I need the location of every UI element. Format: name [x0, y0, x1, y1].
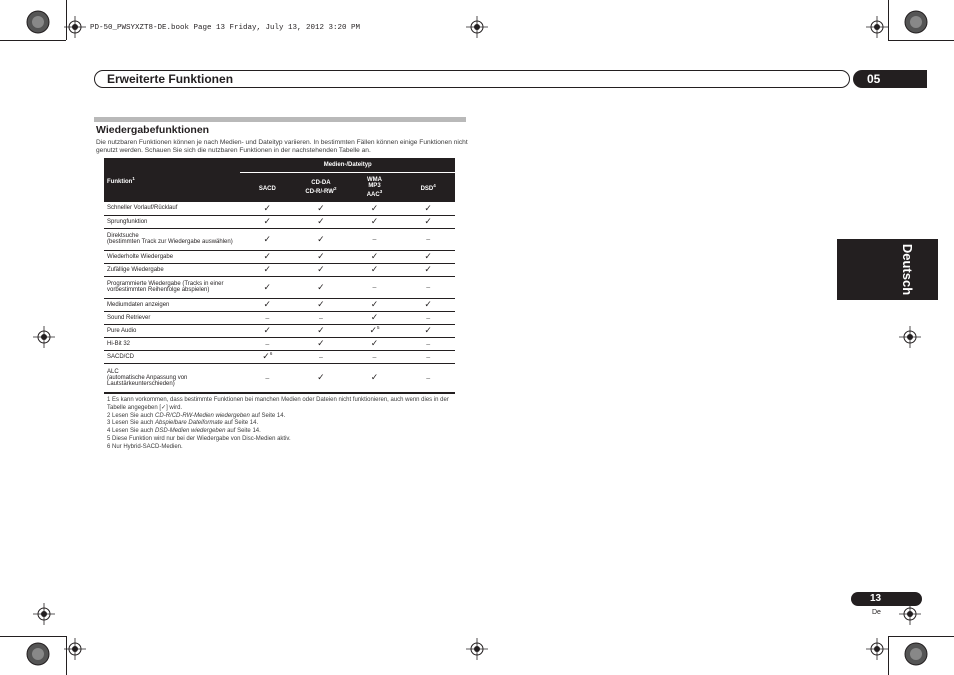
checkmark-icon: ✓ — [263, 264, 272, 274]
footnote: 6 Nur Hybrid-SACD-Medien. — [107, 443, 183, 450]
not-supported-dash: – — [426, 315, 431, 323]
crosshair-mark-icon — [899, 603, 921, 625]
checkmark-icon: ✓ — [370, 216, 379, 226]
checkmark-icon: ✓ — [424, 251, 432, 261]
not-supported-dash: – — [265, 341, 270, 349]
not-supported-dash: – — [265, 315, 270, 323]
feature-name: Schneller Vorlauf/Rücklauf — [107, 205, 178, 212]
not-supported-dash: – — [426, 375, 431, 383]
crosshair-mark-icon — [866, 16, 888, 38]
table-row — [104, 337, 455, 350]
crosshair-mark-icon — [64, 16, 86, 38]
checkmark-icon: ✓ — [370, 264, 379, 274]
checkmark-icon: ✓ — [370, 312, 379, 322]
function-header: Funktion$^1$ — [104, 158, 240, 202]
feature-table — [104, 158, 455, 394]
page-heading: Wiedergabefunktionen — [96, 124, 210, 136]
not-supported-dash: – — [426, 341, 431, 349]
checkmark-icon: ✓ — [317, 338, 325, 348]
checkmark-icon: ✓ — [263, 325, 272, 335]
crosshair-mark-icon — [33, 326, 55, 348]
checkmark-icon: ✓ — [263, 251, 272, 261]
feature-name: Pure Audio — [107, 327, 137, 334]
table-row — [104, 215, 455, 228]
checkmark-icon: ✓$^6$ — [262, 351, 273, 361]
checkmark-icon: ✓ — [424, 202, 432, 213]
table-row — [104, 263, 455, 276]
not-supported-dash: – — [265, 375, 270, 383]
crosshair-mark-icon — [64, 638, 86, 660]
not-supported-dash: – — [318, 315, 323, 323]
crosshair-mark-icon — [899, 326, 921, 348]
crosshair-mark-icon — [466, 638, 488, 660]
not-supported-dash: – — [372, 284, 377, 292]
footnote: 1 Es kann vorkommen, dass bestimmte Funktionen bei manchen Medien oder Dateien nicht funktionieren, auch wenn dies in der Tabelle angegeben [✓] wird. — [107, 397, 449, 411]
checkmark-icon: ✓ — [317, 233, 325, 244]
table-row — [104, 363, 455, 393]
checkmark-icon: ✓ — [317, 202, 325, 213]
feature-name: Zufällige Wiedergabe — [107, 266, 164, 273]
table-row — [104, 228, 455, 250]
not-supported-dash: – — [426, 236, 431, 244]
not-supported-dash: – — [426, 354, 431, 362]
footnote: 5 Diese Funktion wird nur bei der Wiedergabe von Disc-Medien aktiv. — [107, 435, 291, 442]
checkmark-icon: ✓ — [263, 299, 272, 309]
not-supported-dash: – — [372, 236, 377, 244]
feature-name: Direktsuche (bestimmten Track zur Wiedergabe auswählen) — [107, 233, 233, 245]
footnote: 4 Lesen Sie auch DSD-Medien wiedergeben auf Seite 14. — [107, 428, 261, 435]
print-header: PD-50_PWSYXZT8-DE.book Page 13 Friday, July 13, 2012 3:20 PM — [90, 24, 361, 32]
table-row — [104, 350, 455, 363]
checkmark-icon: ✓ — [317, 325, 325, 335]
crosshair-mark-icon — [466, 16, 488, 38]
footnote: 3 Lesen Sie auch Abspielbare Dateiformate auf Seite 14. — [107, 420, 259, 427]
registration-mark-icon — [22, 638, 54, 670]
feature-name: SACD/CD — [107, 353, 135, 360]
checkmark-icon: ✓ — [317, 299, 325, 309]
feature-name: Programmierte Wiedergabe (Tracks in einer vorbestimmten Reihenfolge abspielen) — [107, 281, 224, 293]
checkmark-icon: ✓ — [370, 338, 379, 348]
intro-paragraph: Die nutzbaren Funktionen können je nach Medien- und Dateityp variieren. In bestimmten Fällen können einige Funktionen nicht genutzt werden. Schauen Sie sich die nutzbaren Funktionen in der nachstehenden Tabelle an. — [96, 139, 468, 155]
checkmark-icon: ✓ — [263, 202, 272, 213]
feature-name: Sprungfunktion — [107, 218, 148, 225]
feature-name: Sound Retriever — [107, 314, 151, 321]
checkmark-icon: ✓ — [263, 216, 272, 226]
table-row — [104, 311, 455, 324]
checkmark-icon: ✓ — [370, 202, 379, 213]
checkmark-icon: ✓ — [317, 372, 325, 383]
checkmark-icon: ✓ — [263, 281, 272, 292]
checkmark-icon: ✓ — [424, 299, 432, 309]
chapter-number-badge: 05 — [853, 70, 927, 88]
language-tab-label: Deutsch — [900, 243, 915, 296]
checkmark-icon: ✓ — [370, 372, 379, 383]
crosshair-mark-icon — [33, 603, 55, 625]
feature-name: Wiederholte Wiedergabe — [107, 253, 174, 260]
registration-mark-icon — [900, 638, 932, 670]
table-row — [104, 276, 455, 298]
section-title: Erweiterte Funktionen — [107, 72, 234, 86]
media-column-header: WMA MP3 AAC$^3$ — [348, 172, 402, 202]
media-header: Medien-/Dateityp — [240, 158, 455, 172]
feature-name: Mediumdaten anzeigen — [107, 301, 170, 308]
crosshair-mark-icon — [866, 638, 888, 660]
table-row — [104, 202, 455, 215]
checkmark-icon: ✓ — [424, 325, 432, 335]
page-number: 13 — [851, 592, 922, 606]
checkmark-icon: ✓ — [424, 264, 432, 274]
language-side-tab — [837, 239, 938, 300]
table-row — [104, 324, 455, 337]
footnotes — [107, 397, 457, 452]
not-supported-dash: – — [426, 284, 431, 292]
checkmark-icon: ✓ — [317, 216, 325, 226]
checkmark-icon: ✓ — [263, 233, 272, 244]
media-column-header: SACD — [240, 172, 294, 202]
media-column-header: DSD$^4$ — [401, 172, 455, 202]
heading-rule — [94, 117, 466, 122]
checkmark-icon: ✓ — [317, 264, 325, 274]
footnote: 2 Lesen Sie auch CD-R/CD-RW-Medien wiedergeben auf Seite 14. — [107, 412, 286, 419]
checkmark-icon: ✓$^5$ — [369, 325, 380, 335]
checkmark-icon: ✓ — [317, 251, 325, 261]
language-code: De — [872, 609, 881, 616]
not-supported-dash: – — [318, 354, 323, 362]
checkmark-icon: ✓ — [317, 281, 325, 292]
registration-mark-icon — [900, 6, 932, 38]
not-supported-dash: – — [372, 354, 377, 362]
table-row — [104, 298, 455, 311]
feature-name: Hi-Bit 32 — [107, 340, 131, 347]
table-row — [104, 250, 455, 263]
media-column-header: CD-DA $CD-R/-RW^2$ — [294, 172, 347, 202]
feature-name: ALC (automatische Anpassung von Lautstärkeunterschieden) — [107, 368, 188, 387]
checkmark-icon: ✓ — [370, 251, 379, 261]
checkmark-icon: ✓ — [424, 216, 432, 226]
checkmark-icon: ✓ — [370, 299, 379, 309]
registration-mark-icon — [22, 6, 54, 38]
